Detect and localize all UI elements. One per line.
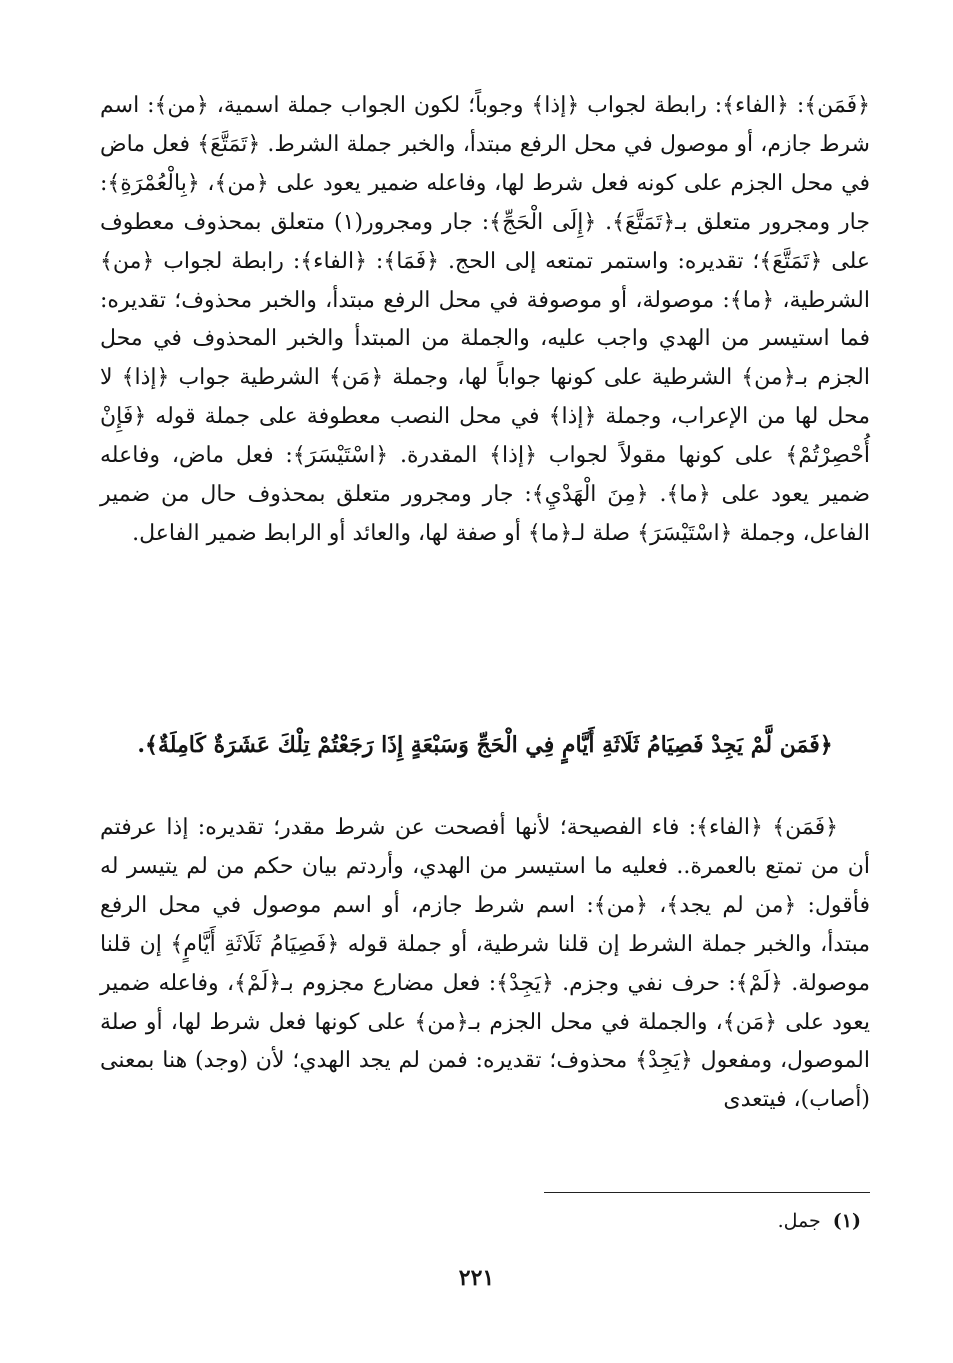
- paragraph-grammar-analysis-1: [100, 87, 870, 554]
- footnote: [778, 1206, 861, 1236]
- footnote-text: جمل.: [777, 1210, 821, 1232]
- page-number: ٢٢١: [458, 1265, 495, 1291]
- quran-verse: ﴿فَمَن لَّمْ يَجِدْ فَصِيَامُ ثَلَاثَةِ أَيَّامٍ فِي الْحَجِّ وَسَبْعَةٍ إِذَا رَجَعْتُمْ تِلْكَ عَشَرَةٌ كَامِلَةٌ﴾.: [137, 732, 833, 758]
- paragraph-text: ﴿فَمَن﴾: ﴿الفاء﴾: رابطة لجواب ﴿إذا﴾ وجوباً؛ لكون الجواب جملة اسمية، ﴿من﴾: اسم شرط جازم، أو موصول في محل الرفع مبتدأ، والخبر جملة الشرط. ﴿تَمَتَّعَ﴾ فعل ماض في محل الجزم على كونه فعل شرط لها، وفاعله ضمير يعود على ﴿من﴾، ﴿بِالْعُمْرَةِ﴾: جار ومجرور متعلق بـ﴿تَمَتَّعَ﴾. ﴿إِلَى الْحَجِّ﴾: جار ومجرور(١) متعلق بمحذوف معطوف على ﴿تَمَتَّعَ﴾؛ تقديره: واستمر تمتعه إلى الحج. ﴿فَمَا﴾: ﴿الفاء﴾: رابطة لجواب ﴿من﴾ الشرطية، ﴿ما﴾: موصولة، أو موصوفة في محل الرفع مبتدأ، والخبر محذوف؛ تقديره: فما استيسر من الهدي واجب عليه، والجملة من المبتدأ والخبر المحذوف في محل الجزم بـ﴿من﴾ الشرطية على كونها جواباً لها، وجملة ﴿مَن﴾ الشرطية جواب ﴿إذا﴾ لا محل لها من الإعراب، وجملة ﴿إذا﴾ في محل النصب معطوفة على جملة قوله ﴿فَإِنْ أُحْصِرْتُمْ﴾ على كونها مقولاً لجواب ﴿إذا﴾ المقدرة. ﴿اسْتَيْسَرَ﴾: فعل ماض، وفاعله ضمير يعود على ﴿ما﴾. ﴿مِنَ الْهَدْيِ﴾: جار ومجرور متعلق بمحذوف حال من ضمير الفاعل، وجملة ﴿اسْتَيْسَرَ﴾ صلة لـ﴿ما﴾ أو صفة لها، والعائد أو الرابط ضمير الفاعل.: [100, 93, 870, 546]
- paragraph-text: ﴿فَمَن﴾ ﴿الفاء﴾: فاء الفصيحة؛ لأنها أفصحت عن شرط مقدر؛ تقديره: إذا عرفتم أن من تمتع بالعمرة.. فعليه ما استيسر من الهدي، وأردتم بيان حكم من لم يتيسر له فأقول: ﴿من لم يجد﴾، ﴿من﴾: اسم شرط جازم، أو اسم موصول في محل الرفع مبتدأ، والخبر جملة الشرط إن قلنا شرطية، أو جملة قوله ﴿فَصِيَامُ ثَلَاثَةِ أَيَّامٍ﴾ إن قلنا موصولة. ﴿لَمْ﴾: حرف نفي وجزم. ﴿يَجِدْ﴾: فعل مضارع مجزوم بـ﴿لَمْ﴾، وفاعله ضمير يعود على ﴿مَن﴾، والجملة في محل الجزم بـ﴿من﴾ على كونها فعل شرط لها، أو صلة الموصول، ومفعول ﴿يَجِدْ﴾ محذوف؛ تقديره: فمن لم يجد الهدي؛ لأن (وجد) هنا بمعنى (أصاب)، فيتعدى: [100, 815, 870, 1113]
- footnote-separator: [544, 1192, 870, 1193]
- footnote-number: (١): [832, 1210, 861, 1232]
- paragraph-grammar-analysis-2: [100, 809, 870, 1120]
